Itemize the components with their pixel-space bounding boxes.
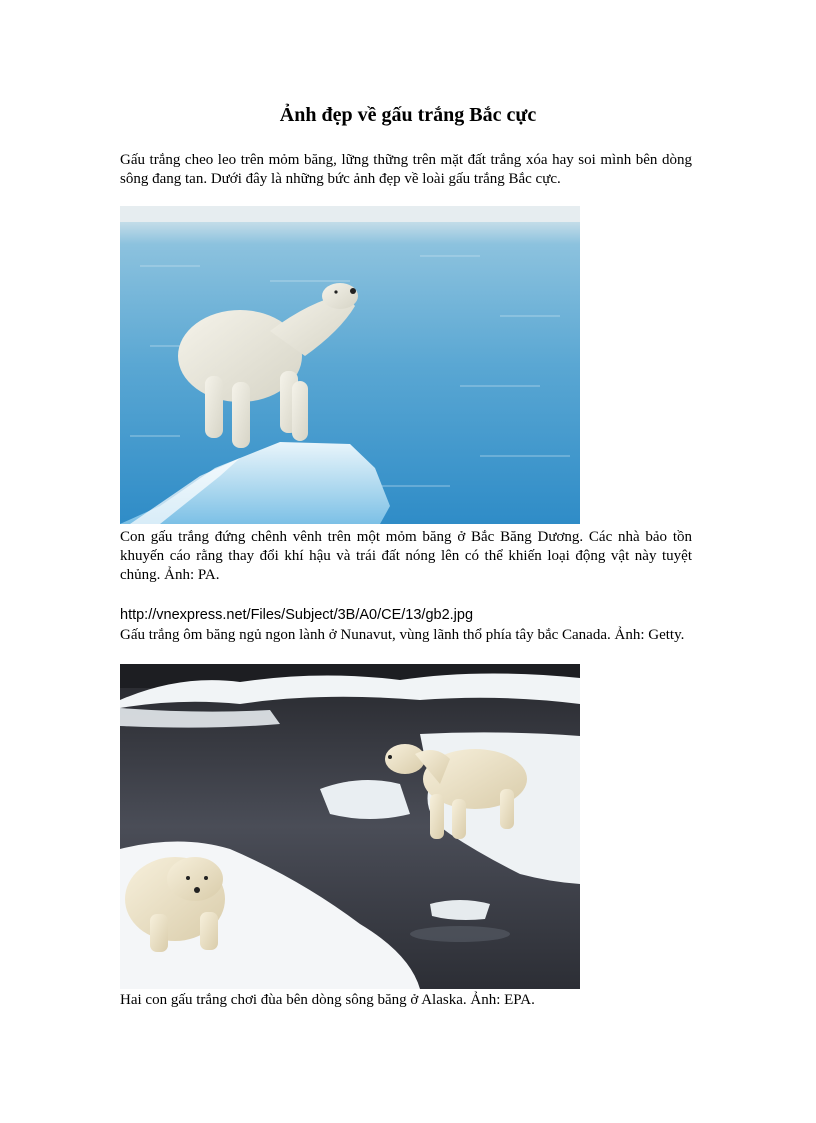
article-title: Ảnh đẹp về gấu trắng Bắc cực [279, 104, 537, 126]
photo-3-caption: Hai con gấu trắng chơi đùa bên dòng sông băng ở Alaska. Ảnh: EPA. [120, 992, 535, 1008]
polar-bear-on-ice-floe-photo [120, 206, 580, 524]
two-polar-bears-river-photo [120, 664, 580, 989]
image-url-text: http://vnexpress.net/Files/Subject/3B/A0/CE/13/gb2.jpg [120, 607, 474, 623]
photo-1-caption: Con gấu trắng đứng chênh vênh trên một mỏm băng ở Bắc Băng Dương. Các nhà bảo tồn khuyến cáo rằng thay đổi khí hậu và trái đất nóng lên có thể khiến loại động vật này tuyệt chủng. Ảnh: PA. [120, 529, 692, 583]
intro-paragraph: Gấu trắng cheo leo trên mỏm băng, lững thững trên mặt đất trắng xóa hay soi mình bên dòng sông đang tan. Dưới đây là những bức ảnh đẹp về loài gấu trắng Bắc cực. [120, 152, 692, 187]
photo-2-caption: Gấu trắng ôm băng ngủ ngon lành ở Nunavut, vùng lãnh thổ phía tây bắc Canada. Ảnh: Getty. [120, 627, 685, 643]
